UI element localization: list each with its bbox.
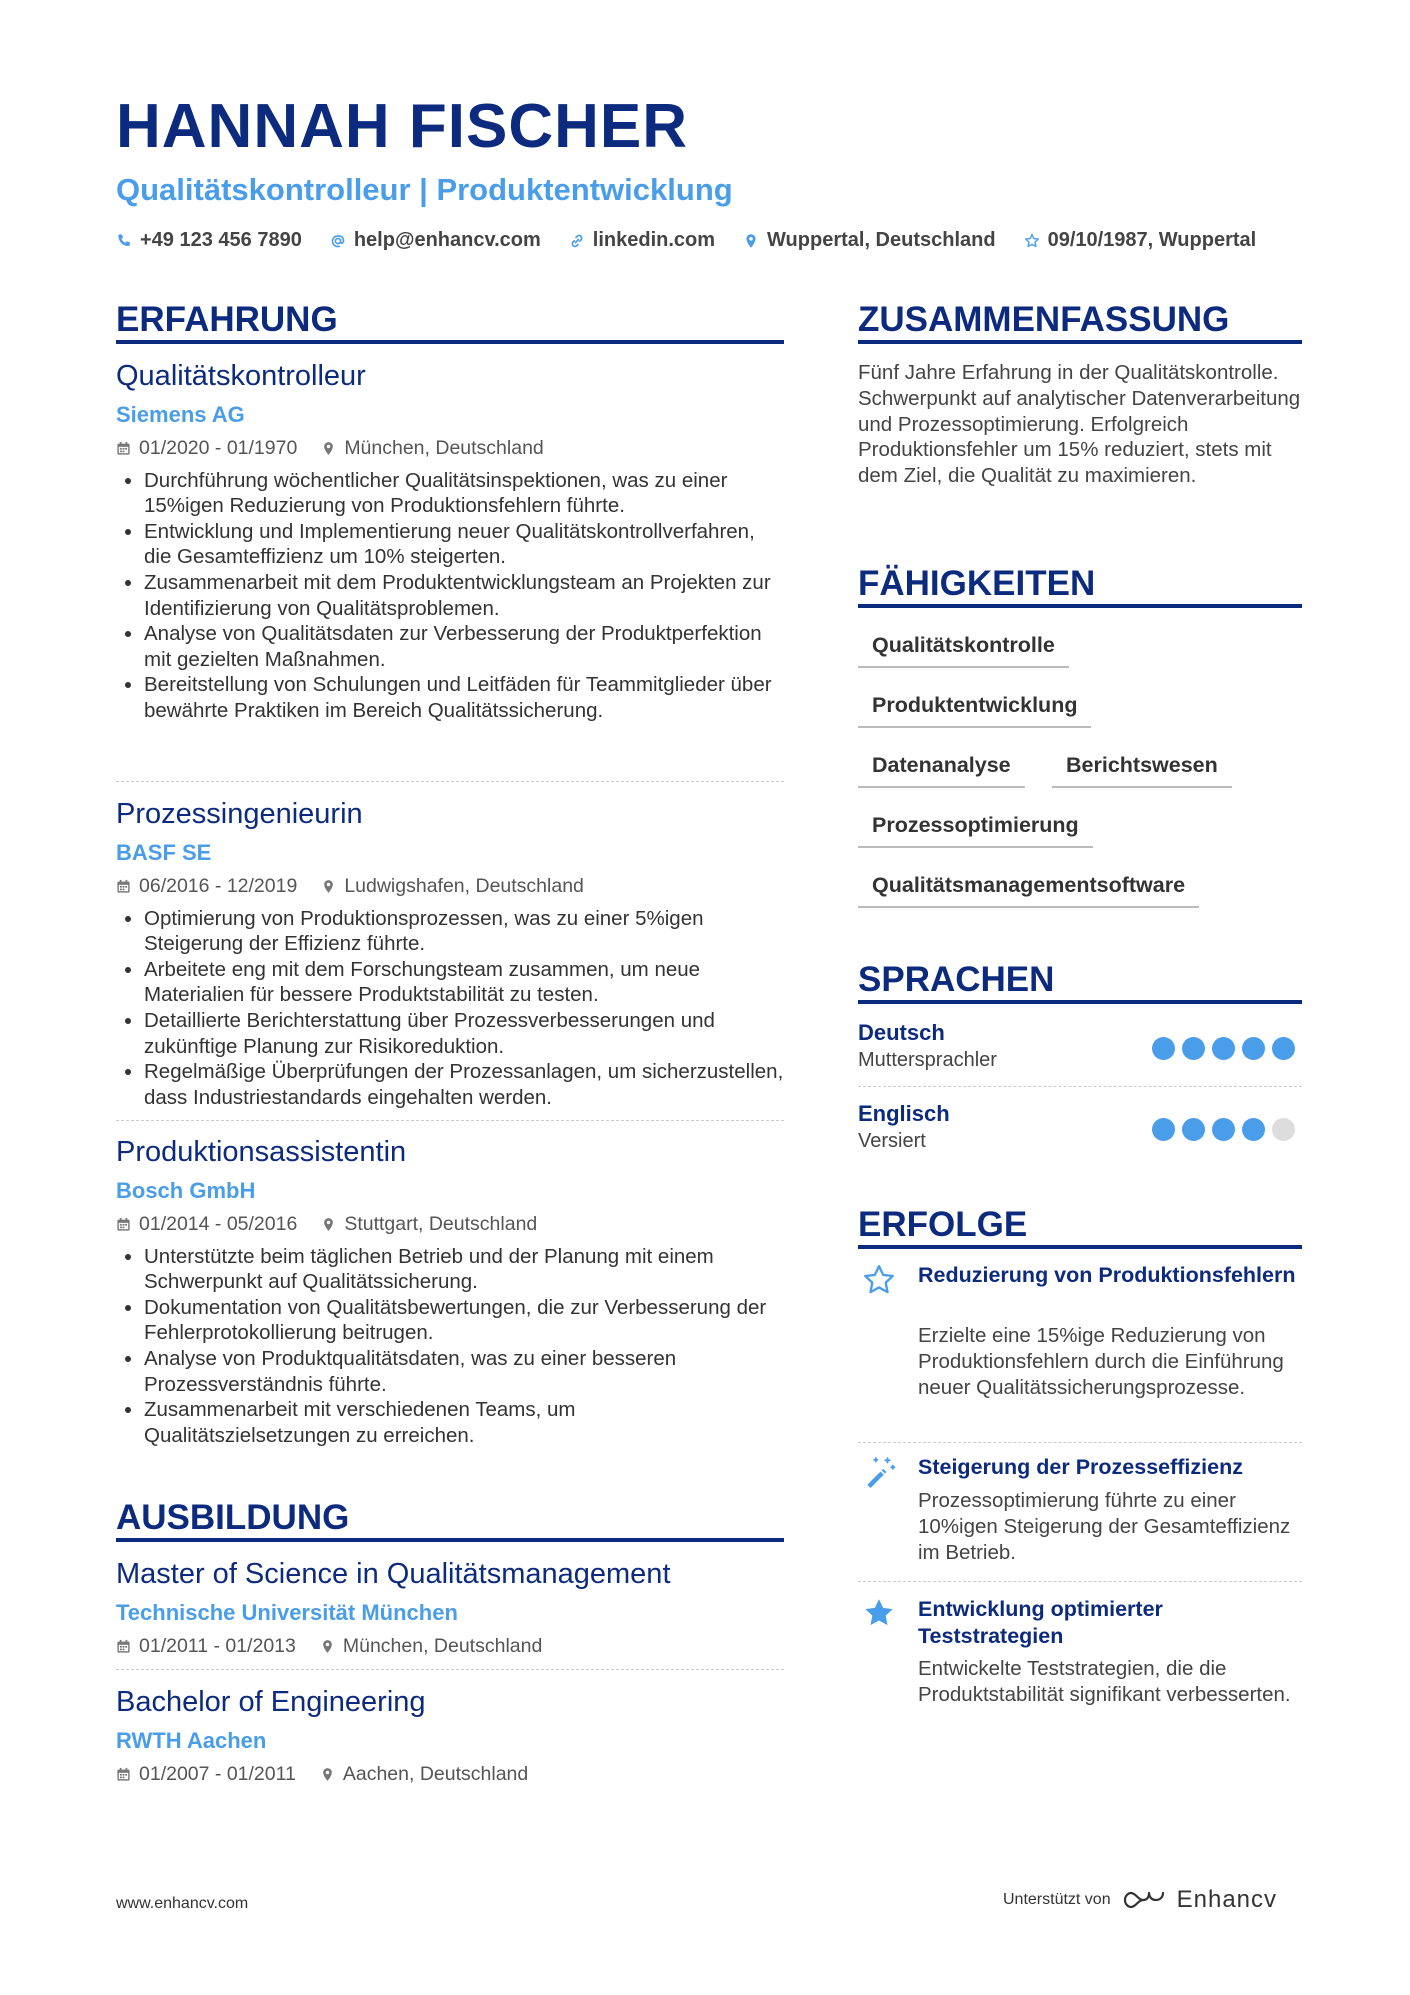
contact-email[interactable] <box>330 229 541 252</box>
rating-dot-filled <box>1182 1037 1205 1060</box>
resume-subtitle: Qualitätskontrolleur | Produktentwicklung <box>116 172 733 207</box>
job-meta <box>116 1212 784 1237</box>
bullet-item: • Durchführung wöchentlicher Qualitätsinspektionen, was zu einer 15%igen Reduzierung von Produktionsfehlern führte. <box>144 468 784 519</box>
job-meta <box>116 874 784 899</box>
achievement-title: Entwicklung optimierter Teststrategien <box>918 1597 1163 1648</box>
skill-tag: Produktentwicklung <box>858 693 1091 728</box>
rating-dot-filled <box>1152 1037 1175 1060</box>
skill-tag: Berichtswesen <box>1052 753 1232 788</box>
education-dates: 01/2011 - 01/2013 <box>139 1635 296 1658</box>
entry-divider <box>116 1669 784 1670</box>
contact-linkedin[interactable] <box>569 229 715 252</box>
star-outline-icon <box>862 1263 896 1297</box>
education-meta <box>116 1762 784 1787</box>
summary-heading: ZUSAMMENFASSUNG <box>858 300 1230 339</box>
calendar-icon <box>116 1639 131 1654</box>
brand-name: Enhancv <box>1176 1886 1278 1913</box>
enhancv-logo-icon <box>1121 1888 1167 1912</box>
bullet-item: • Detaillierte Berichterstattung über Prozessverbesserungen und zukünftige Planung zur Risikoreduktion. <box>144 1008 784 1059</box>
contact-linkedin-text: linkedin.com <box>592 229 716 251</box>
experience-heading: ERFAHRUNG <box>116 300 338 339</box>
entry-divider <box>116 781 784 782</box>
job-bullets <box>116 1244 784 1449</box>
education-dates: 01/2007 - 01/2011 <box>139 1763 296 1786</box>
location-pin-icon <box>321 1217 336 1232</box>
skills-rule <box>858 604 1302 608</box>
job-location: Stuttgart, Deutschland <box>344 1213 538 1236</box>
degree-title: Master of Science in Qualitätsmanagement <box>116 1558 671 1590</box>
education-location: München, Deutschland <box>342 1635 543 1658</box>
school-name: Technische Universität München <box>116 1599 458 1625</box>
magic-wand-icon <box>862 1455 896 1489</box>
rating-dot-empty <box>1272 1118 1295 1141</box>
calendar-icon <box>116 879 131 894</box>
education-entry <box>116 1557 784 1660</box>
summary-rule <box>858 340 1302 344</box>
job-bullets <box>116 906 784 1111</box>
language-divider <box>858 1086 1302 1087</box>
achievement-desc: Entwickelte Teststrategien, die die Produktstabilität signifikant verbesserten. <box>918 1657 1291 1706</box>
company-name: Siemens AG <box>116 401 245 427</box>
contact-email-text: help@enhancv.com <box>353 229 541 251</box>
job-meta <box>116 436 784 461</box>
rating-dot-filled <box>1182 1118 1205 1141</box>
job-dates: 01/2014 - 05/2016 <box>139 1213 298 1236</box>
language-level: Muttersprachler <box>858 1049 997 1071</box>
location-pin-icon <box>743 233 759 249</box>
rating-dot-filled <box>1212 1118 1235 1141</box>
summary-text: Fünf Jahre Erfahrung in der Qualitätskontrolle. Schwerpunkt auf analytischer Datenverarbeitung und Prozessoptimierung. Erfolgreich Produktionsfehler um 15% reduziert, stets mit dem Ziel, die Qualität zu maximieren. <box>858 361 1301 488</box>
skill-tag: Qualitätsmanagementsoftware <box>858 873 1199 908</box>
education-meta <box>116 1634 784 1659</box>
bullet-item: • Optimierung von Produktionsprozessen, was zu einer 5%igen Steigerung der Effizienz führte. <box>144 906 784 957</box>
skill-tag: Datenanalyse <box>858 753 1025 788</box>
bullet-item: • Entwicklung und Implementierung neuer Qualitätskontrollverfahren, die Gesamteffizienz um 10% steigerten. <box>144 519 784 570</box>
calendar-icon <box>116 441 131 456</box>
bullet-item: • Analyse von Produktqualitätsdaten, was zu einer besseren Prozessverständnis führte. <box>144 1346 784 1397</box>
resume-name: HANNAH FISCHER <box>116 92 688 161</box>
job-entry <box>116 1135 784 1448</box>
education-location: Aachen, Deutschland <box>342 1763 529 1786</box>
job-location: München, Deutschland <box>344 437 544 460</box>
contact-bar <box>116 229 1256 252</box>
company-name: Bosch GmbH <box>116 1177 256 1203</box>
bullet-item: • Zusammenarbeit mit dem Produktentwicklungsteam an Projekten zur Identifizierung von Qualitätsproblemen. <box>144 570 784 621</box>
rating-dot-filled <box>1242 1118 1265 1141</box>
job-entry <box>116 359 784 723</box>
education-rule <box>116 1538 784 1542</box>
job-location: Ludwigshafen, Deutschland <box>344 875 584 898</box>
contact-phone-text: +49 123 456 7890 <box>140 229 302 251</box>
job-title: Qualitätskontrolleur <box>116 360 366 392</box>
calendar-icon <box>116 1767 131 1782</box>
bullet-item: • Analyse von Qualitätsdaten zur Verbesserung der Produktperfektion mit gezielten Maßnahmen. <box>144 621 784 672</box>
bullet-item: • Zusammenarbeit mit verschiedenen Teams, um Qualitätszielsetzungen zu erreichen. <box>144 1397 784 1448</box>
job-title: Prozessingenieurin <box>116 798 363 830</box>
job-bullets <box>116 468 784 724</box>
powered-by-text: Unterstützt von <box>1003 1891 1111 1908</box>
link-icon <box>569 233 585 249</box>
language-rating <box>1152 1037 1295 1060</box>
contact-phone[interactable] <box>116 229 302 252</box>
phone-icon <box>116 233 132 249</box>
education-heading: AUSBILDUNG <box>116 1498 350 1537</box>
bullet-item: • Bereitstellung von Schulungen und Leitfäden für Teammitglieder über bewährte Praktiken im Bereich Qualitätssicherung. <box>144 672 784 723</box>
company-name: BASF SE <box>116 839 212 865</box>
job-dates: 06/2016 - 12/2019 <box>139 875 298 898</box>
language-level: Versiert <box>858 1130 926 1152</box>
job-title: Produktionsassistentin <box>116 1136 407 1168</box>
achievement-desc: Prozessoptimierung führte zu einer 10%igen Steigerung der Gesamteffizienz im Betrieb. <box>918 1489 1291 1564</box>
achievements-rule <box>858 1245 1302 1249</box>
achievement-title: Steigerung der Prozesseffizienz <box>918 1455 1243 1479</box>
experience-rule <box>116 340 784 344</box>
bullet-item: • Arbeitete eng mit dem Forschungsteam zusammen, um neue Materialien für bessere Produktstabilität zu testen. <box>144 957 784 1008</box>
footer-brand[interactable] <box>1003 1886 1277 1914</box>
location-pin-icon <box>321 441 336 456</box>
skill-tag: Prozessoptimierung <box>858 813 1093 848</box>
star-filled-icon <box>862 1596 896 1630</box>
calendar-icon <box>116 1217 131 1232</box>
rating-dot-filled <box>1212 1037 1235 1060</box>
education-entry <box>116 1685 784 1788</box>
footer-url[interactable]: www.enhancv.com <box>116 1895 249 1912</box>
contact-birth <box>1024 229 1257 252</box>
job-entry <box>116 797 784 1110</box>
languages-rule <box>858 1000 1302 1004</box>
contact-location-text: Wuppertal, Deutschland <box>767 229 996 251</box>
contact-location <box>743 229 996 252</box>
star-icon <box>1024 233 1040 249</box>
location-pin-icon <box>320 1767 335 1782</box>
achievement-divider <box>858 1581 1302 1582</box>
location-pin-icon <box>320 1639 335 1654</box>
achievement-desc: Erzielte eine 15%ige Reduzierung von Produktionsfehlern durch die Einführung neuer Qualitätssicherungsprozesse. <box>918 1324 1284 1399</box>
languages-heading: SPRACHEN <box>858 960 1055 999</box>
entry-divider <box>116 1120 784 1121</box>
rating-dot-filled <box>1152 1118 1175 1141</box>
language-name: Deutsch <box>858 1020 945 1045</box>
contact-birth-text: 09/10/1987, Wuppertal <box>1047 229 1257 251</box>
language-name: Englisch <box>858 1101 950 1126</box>
achievement-title: Reduzierung von Produktionsfehlern <box>918 1263 1296 1287</box>
achievements-heading: ERFOLGE <box>858 1205 1028 1244</box>
bullet-item: • Dokumentation von Qualitätsbewertungen, die zur Verbesserung der Fehlerprotokollierung beitrugen. <box>144 1295 784 1346</box>
bullet-item: • Regelmäßige Überprüfungen der Prozessanlagen, um sicherzustellen, dass Industriestandards eingehalten werden. <box>144 1059 784 1110</box>
at-icon <box>330 233 346 249</box>
skill-tag: Qualitätskontrolle <box>858 633 1069 668</box>
location-pin-icon <box>321 879 336 894</box>
rating-dot-filled <box>1242 1037 1265 1060</box>
language-rating <box>1152 1118 1295 1141</box>
school-name: RWTH Aachen <box>116 1727 267 1753</box>
skills-heading: FÄHIGKEITEN <box>858 564 1096 603</box>
bullet-item: • Unterstützte beim täglichen Betrieb und der Planung mit einem Schwerpunkt auf Qualitätssicherung. <box>144 1244 784 1295</box>
degree-title: Bachelor of Engineering <box>116 1686 426 1718</box>
job-dates: 01/2020 - 01/1970 <box>139 437 298 460</box>
rating-dot-filled <box>1272 1037 1295 1060</box>
achievement-divider <box>858 1442 1302 1443</box>
